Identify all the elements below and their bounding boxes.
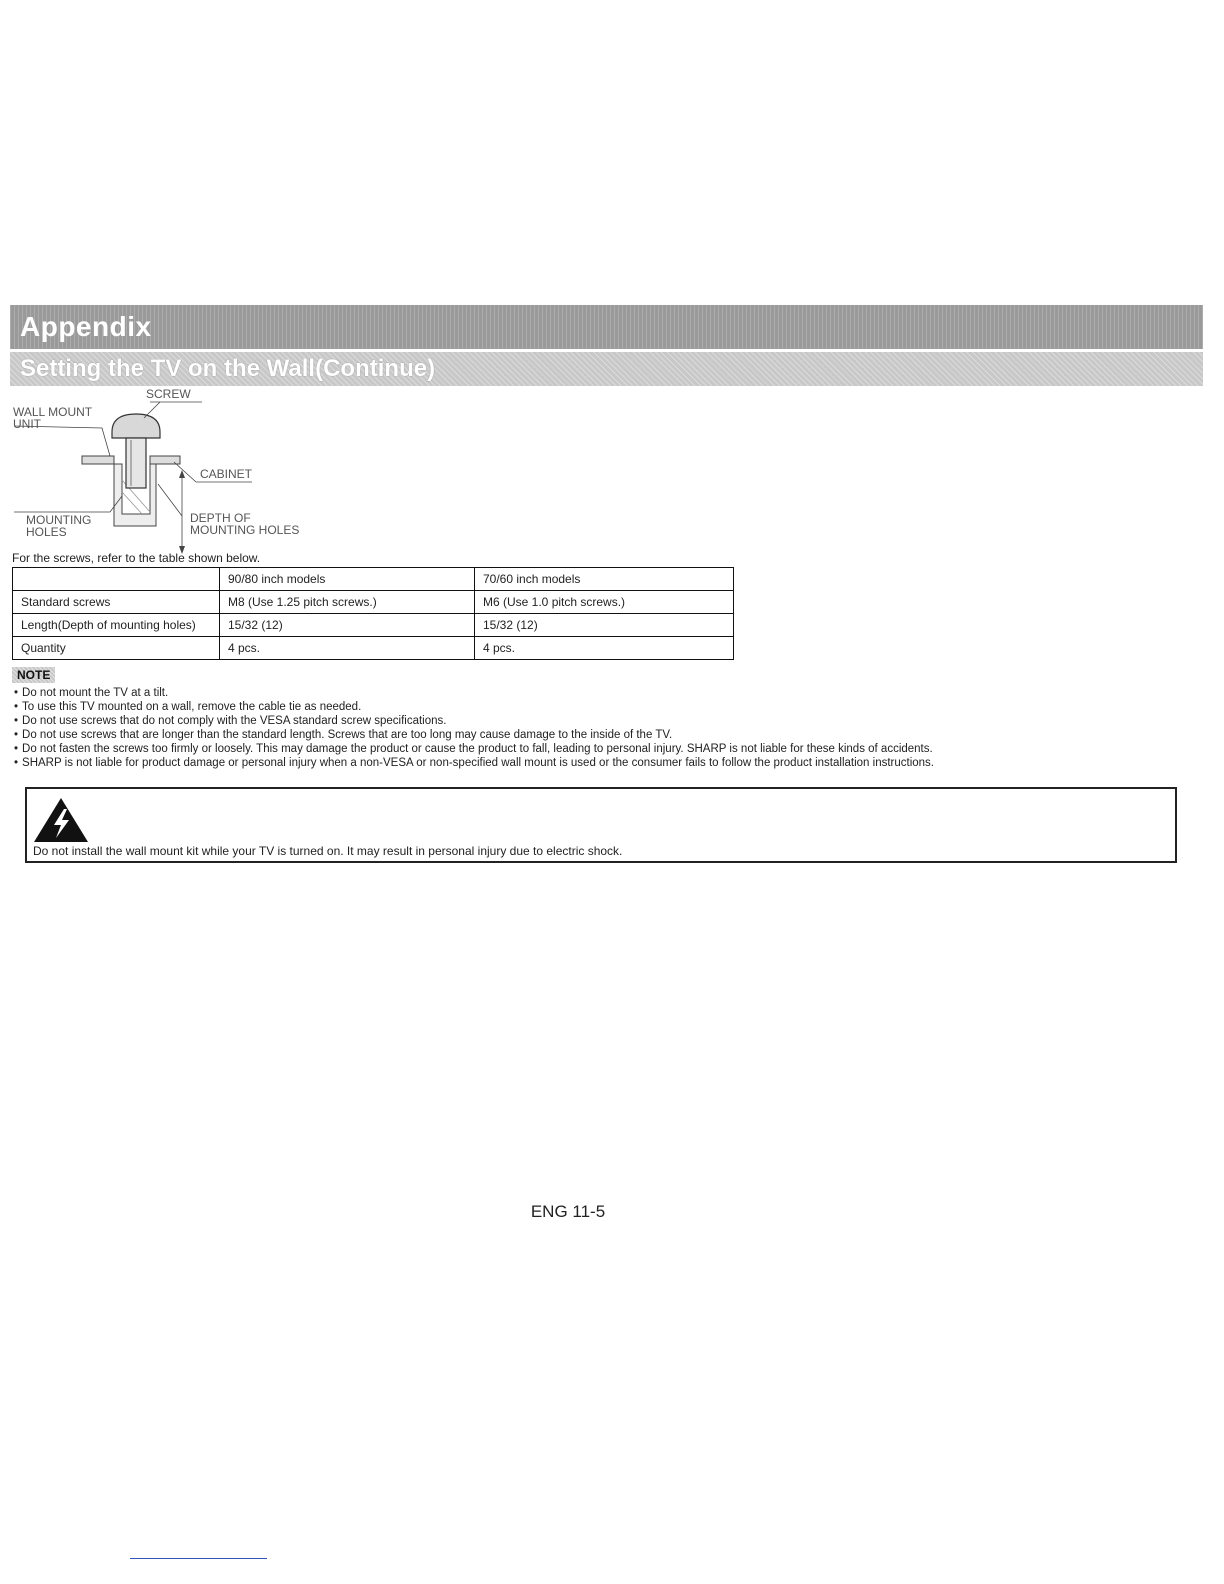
table-cell: 15/32 (12)	[475, 614, 734, 637]
screw-head-icon	[112, 414, 160, 438]
chapter-title: Appendix	[20, 311, 152, 342]
note-item: • To use this TV mounted on a wall, remove the cable tie as needed.	[14, 700, 1209, 714]
table-header-cell: 70/60 inch models	[475, 568, 734, 591]
section-header	[10, 352, 1203, 386]
warning-box	[25, 787, 1177, 863]
table-row	[13, 637, 734, 660]
label-wall-mount: WALL MOUNT	[13, 405, 93, 419]
label-screw: SCREW	[146, 387, 191, 401]
note-item: • Do not use screws that are longer than the standard length. Screws that are too long may cause damage to the inside of the TV.	[14, 728, 1209, 742]
screw-shaft	[126, 438, 146, 488]
footer-rule	[130, 1558, 267, 1559]
table-cell: 15/32 (12)	[220, 614, 475, 637]
note-item: • Do not use screws that do not comply with the VESA standard screw specifications.	[14, 714, 1209, 728]
label-mounting: MOUNTING	[26, 513, 92, 527]
label-wall-mount-unit: UNIT	[13, 417, 41, 431]
table-header-row	[13, 568, 734, 591]
label-depth: DEPTH OF	[190, 511, 251, 525]
section-title: Setting the TV on the Wall(Continue)	[20, 355, 436, 382]
note-list	[14, 686, 1209, 770]
label-cabinet: CABINET	[200, 467, 253, 481]
table-cell: Quantity	[13, 637, 220, 660]
table-row	[13, 591, 734, 614]
note-item: • SHARP is not liable for product damage or personal injury when a non-VESA or non-specified wall mount is used or the consumer fails to follow the product installation instructions.	[14, 756, 1209, 770]
screw-spec-table	[12, 567, 734, 660]
wall-mount-plate	[82, 456, 114, 464]
electric-shock-warning-icon	[33, 797, 89, 843]
table-intro: For the screws, refer to the table shown below.	[12, 551, 261, 565]
table-cell: Standard screws	[13, 591, 220, 614]
note-badge: NOTE	[12, 667, 55, 683]
wall-mount-diagram	[10, 384, 320, 560]
note-item: • Do not mount the TV at a tilt.	[14, 686, 1209, 700]
warning-text: Do not install the wall mount kit while your TV is turned on. It may result in personal injury due to electric shock.	[33, 844, 623, 858]
table-cell: 4 pcs.	[475, 637, 734, 660]
chapter-header	[10, 305, 1203, 349]
label-depth-holes: MOUNTING HOLES	[190, 523, 300, 537]
label-holes: HOLES	[26, 525, 67, 539]
table-header-cell	[13, 568, 220, 591]
cabinet-plate	[150, 456, 180, 464]
table-cell: 4 pcs.	[220, 637, 475, 660]
page-number: ENG 11-5	[530, 1202, 606, 1221]
table-cell: Length(Depth of mounting holes)	[13, 614, 220, 637]
table-cell: M8 (Use 1.25 pitch screws.)	[220, 591, 475, 614]
table-cell: M6 (Use 1.0 pitch screws.)	[475, 591, 734, 614]
table-row	[13, 614, 734, 637]
table-header-cell: 90/80 inch models	[220, 568, 475, 591]
note-item: • Do not fasten the screws too firmly or loosely. This may damage the product or cause the product to fall, leading to personal injury. SHARP is not liable for these kinds of accidents.	[14, 742, 1209, 756]
